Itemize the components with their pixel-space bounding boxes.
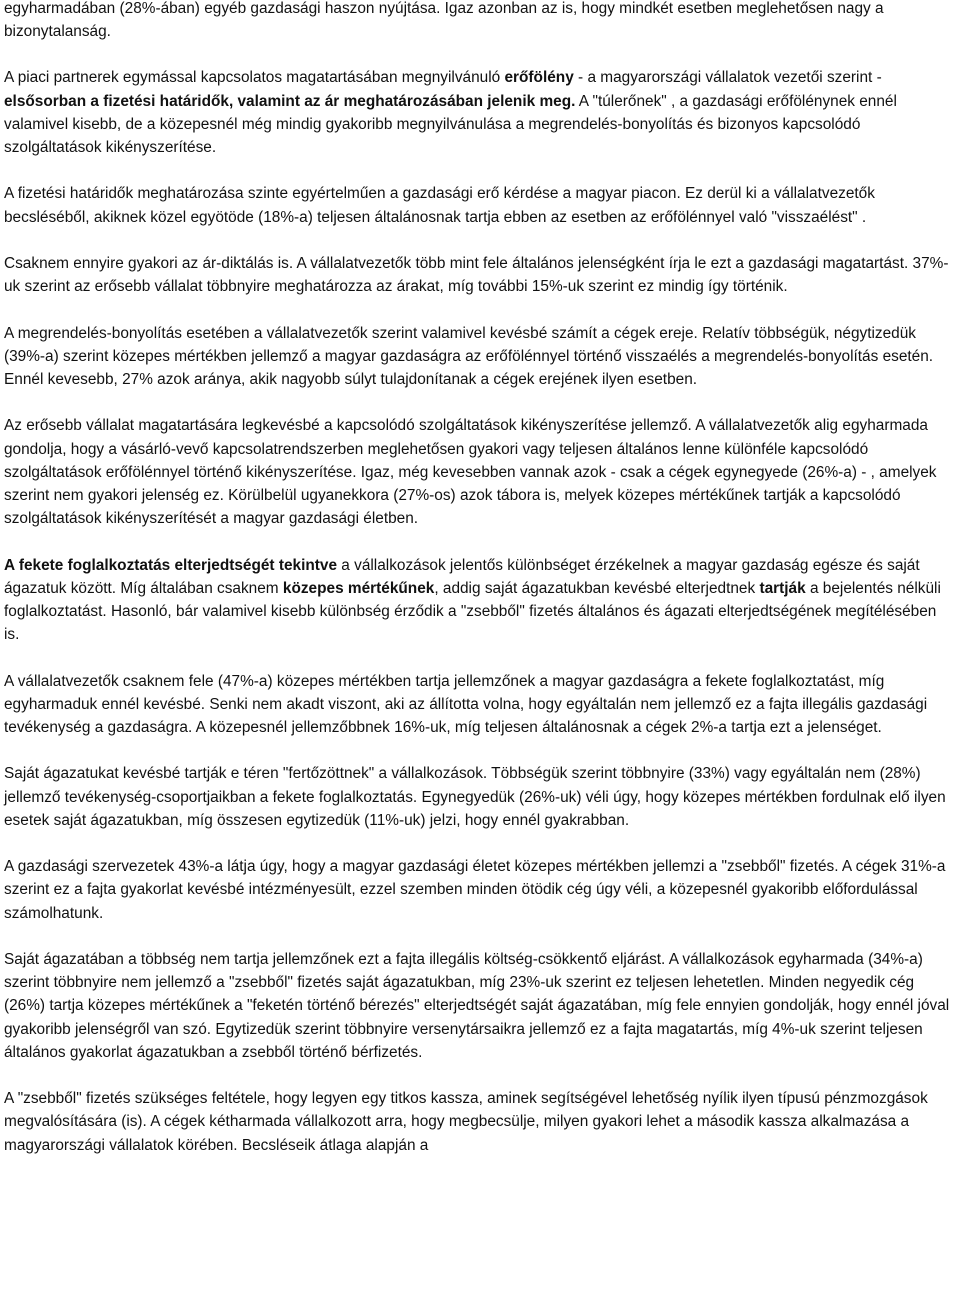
paragraph-dominance: A piaci partnerek egymással kapcsolatos magatartásában megnyilvánuló erőfölény - a magyarországi vállalatok vezetői szerint - elsősorban a fizetési határidők, valamint az ár meghatározásában jelenik meg. A "túlerőnek" , a gazdasági erőfölénynek ennél valamivel kisebb, de a közepesnél még mindig gyakoribb megnyilvánulása a megrendelés-bonyolítás és bizonyos kapcsolódó szolgáltatások kikényszerítése.	[4, 69, 897, 157]
paragraph-price-dictation: Csaknem ennyire gyakori az ár-diktálás is. A vállalatvezetők több mint fele általános jelenségként írja le ezt a gazdasági magatartást. 37%-uk szerint az erősebb vállalat többnyire meghatározza az árakat, míg további 15%-uk szerint ez mindig így történik.	[4, 255, 949, 296]
paragraph-payment-deadlines: A fizetési határidők meghatározása szinte egyértelműen a gazdasági erő kérdése a magyar piacon. Ez derül ki a vállalatvezetők becsléséből, akiknek közel egyötöde (18%-a) teljesen általánosnak tartja ebben az esetben az erőfölénnyel való "visszaélést" .	[4, 185, 875, 226]
paragraph-secret-cash: A "zsebből" fizetés szükséges feltétele, hogy legyen egy titkos kassza, aminek segítségével lehetőség nyílik ilyen típusú pénzmozgások megvalósítására (is). A cégek kétharmada vállalkozott arra, hogy megbecsülje, milyen gyakori lehet a második kassza alkalmazása a magyarországi vállalatok körében. Becsléseik átlaga alapján a	[4, 1090, 928, 1154]
bold-phrase: elsősorban a fizetési határidők, valamint az ár meghatározásában jelenik meg.	[4, 92, 576, 110]
paragraph-black-employment: A fekete foglalkoztatás elterjedtségét tekintve a vállalkozások jelentős különbséget érzékelnek a magyar gazdaság egésze és saját ágazatuk között. Míg általában csaknem közepes mértékűnek, addig saját ágazatukban kevésbé elterjedtnek tartják a bejelentés nélküli foglalkoztatást. Hasonló, bár valamivel kisebb különbség érződik a "zsebből" fizetés általános és ágazati elterjedtségének megítélésében is.	[4, 556, 941, 644]
bold-phrase: A fekete foglalkoztatás elterjedtségét tekintve	[4, 556, 338, 574]
bold-phrase: közepes mértékűnek	[282, 579, 435, 597]
paragraph-pocket-payment-sector: Saját ágazatában a többség nem tartja jellemzőnek ezt a fajta illegális költség-csökkentő eljárást. A vállalkozások egyharmada (34%-a) szerint többnyire nem jellemző a "zsebből" fizetés saját ágazatukban, míg 23%-uk szerint ez teljesen lehetetlen. Minden negyedik cég (26%) tartja közepes mértékűnek a "feketén történő bérezés" elterjedtségét saját ágazatában, míg fele ennyien gondolják, hogy ennél jóval gyakoribb jelenségről van szó. Egytizedük szerint többnyire versenytársaikra jellemző ez a fajta magatartás, míg 4%-uk szerint teljesen általános gyakorlat ágazatukban a zsebből történő bérfizetés.	[4, 950, 950, 1061]
paragraph-related-services: Az erősebb vállalat magatartására legkevésbé a kapcsolódó szolgáltatások kikényszerítése jellemző. A vállalatvezetők alig egyharmada gondolja, hogy a vásárló-vevő kapcsolatrendszerben meglehetősen gyakori vagy teljesen általános lenne különféle kapcsolódó szolgáltatások erőfölénnyel történő kikényszerítése. Igaz, még kevesebben vannak azok - csak a cégek egynegyede (26%-a) - , amelyek szerint nem gyakori jelenség ez. Körülbelül ugyanekkora (27%-os) azok tábora is, melyek közepes mértékűnek tartják a kapcsolódó szolgáltatások kikényszerítését a magyar gazdasági életben.	[4, 417, 937, 528]
paragraph-order-handling: A megrendelés-bonyolítás esetében a vállalatvezetők szerint valamivel kevésbé számít a cégek ereje. Relatív többségük, négytizedük (39%-a) szerint közepes mértékben jellemző a magyar gazdaságra az erőfölénnyel történő visszaélés a megrendelés-bonyolítás esetén. Ennél kevesebb, 27% azok aránya, akik nagyobb súlyt tulajdonítanak a cégek erejének ilyen esetben.	[4, 324, 934, 388]
document-page	[4, 0, 955, 1180]
bold-term: erőfölény	[504, 69, 574, 87]
paragraph-employment-economy: A vállalatvezetők csaknem fele (47%-a) közepes mértékben tartja jellemzőnek a magyar gazdaságra a fekete foglalkoztatást, míg egyharmaduk ennél kevésbé. Senki nem akadt viszont, aki az állította volna, hogy egyáltalán nem jellemző ez a fajta illegális gazdasági tevékenység a gazdaságra. A közepesnél jellemzőbbnek 16%-uk, míg teljesen általánosnak a cégek 2%-a tartja ezt a jelenséget.	[4, 672, 928, 736]
paragraph-pocket-payment-economy: A gazdasági szervezetek 43%-a látja úgy, hogy a magyar gazdasági életet közepes mértékben jellemzi a "zsebből" fizetés. A cégek 31%-a szerint ez a fajta gyakorlat kevésbé intézményesült, ezzel szemben minden ötödik cég úgy véli, a közepesnél gyakoribb előfordulással számolhatunk.	[4, 858, 946, 922]
paragraph-continuation: egyharmadában (28%-ában) egyéb gazdasági haszon nyújtása. Igaz azonban az is, hogy mindkét esetben meglehetősen nagy a bizonytalanság.	[4, 0, 884, 41]
paragraph-employment-sector: Saját ágazatukat kevésbé tartják e téren "fertőzöttnek" a vállalkozások. Többségük szerint többnyire (33%) vagy egyáltalán nem (28%) jellemző tevékenység-csoportjaikban a fekete foglalkoztatás. Egynegyedük (26%-uk) véli úgy, hogy közepes mértékben fordulnak elő ilyen esetek saját ágazatukban, míg összesen egytizedük (11%-uk) jelzi, hogy ennél gyakrabban.	[4, 765, 946, 829]
bold-term: tartják	[759, 579, 806, 597]
